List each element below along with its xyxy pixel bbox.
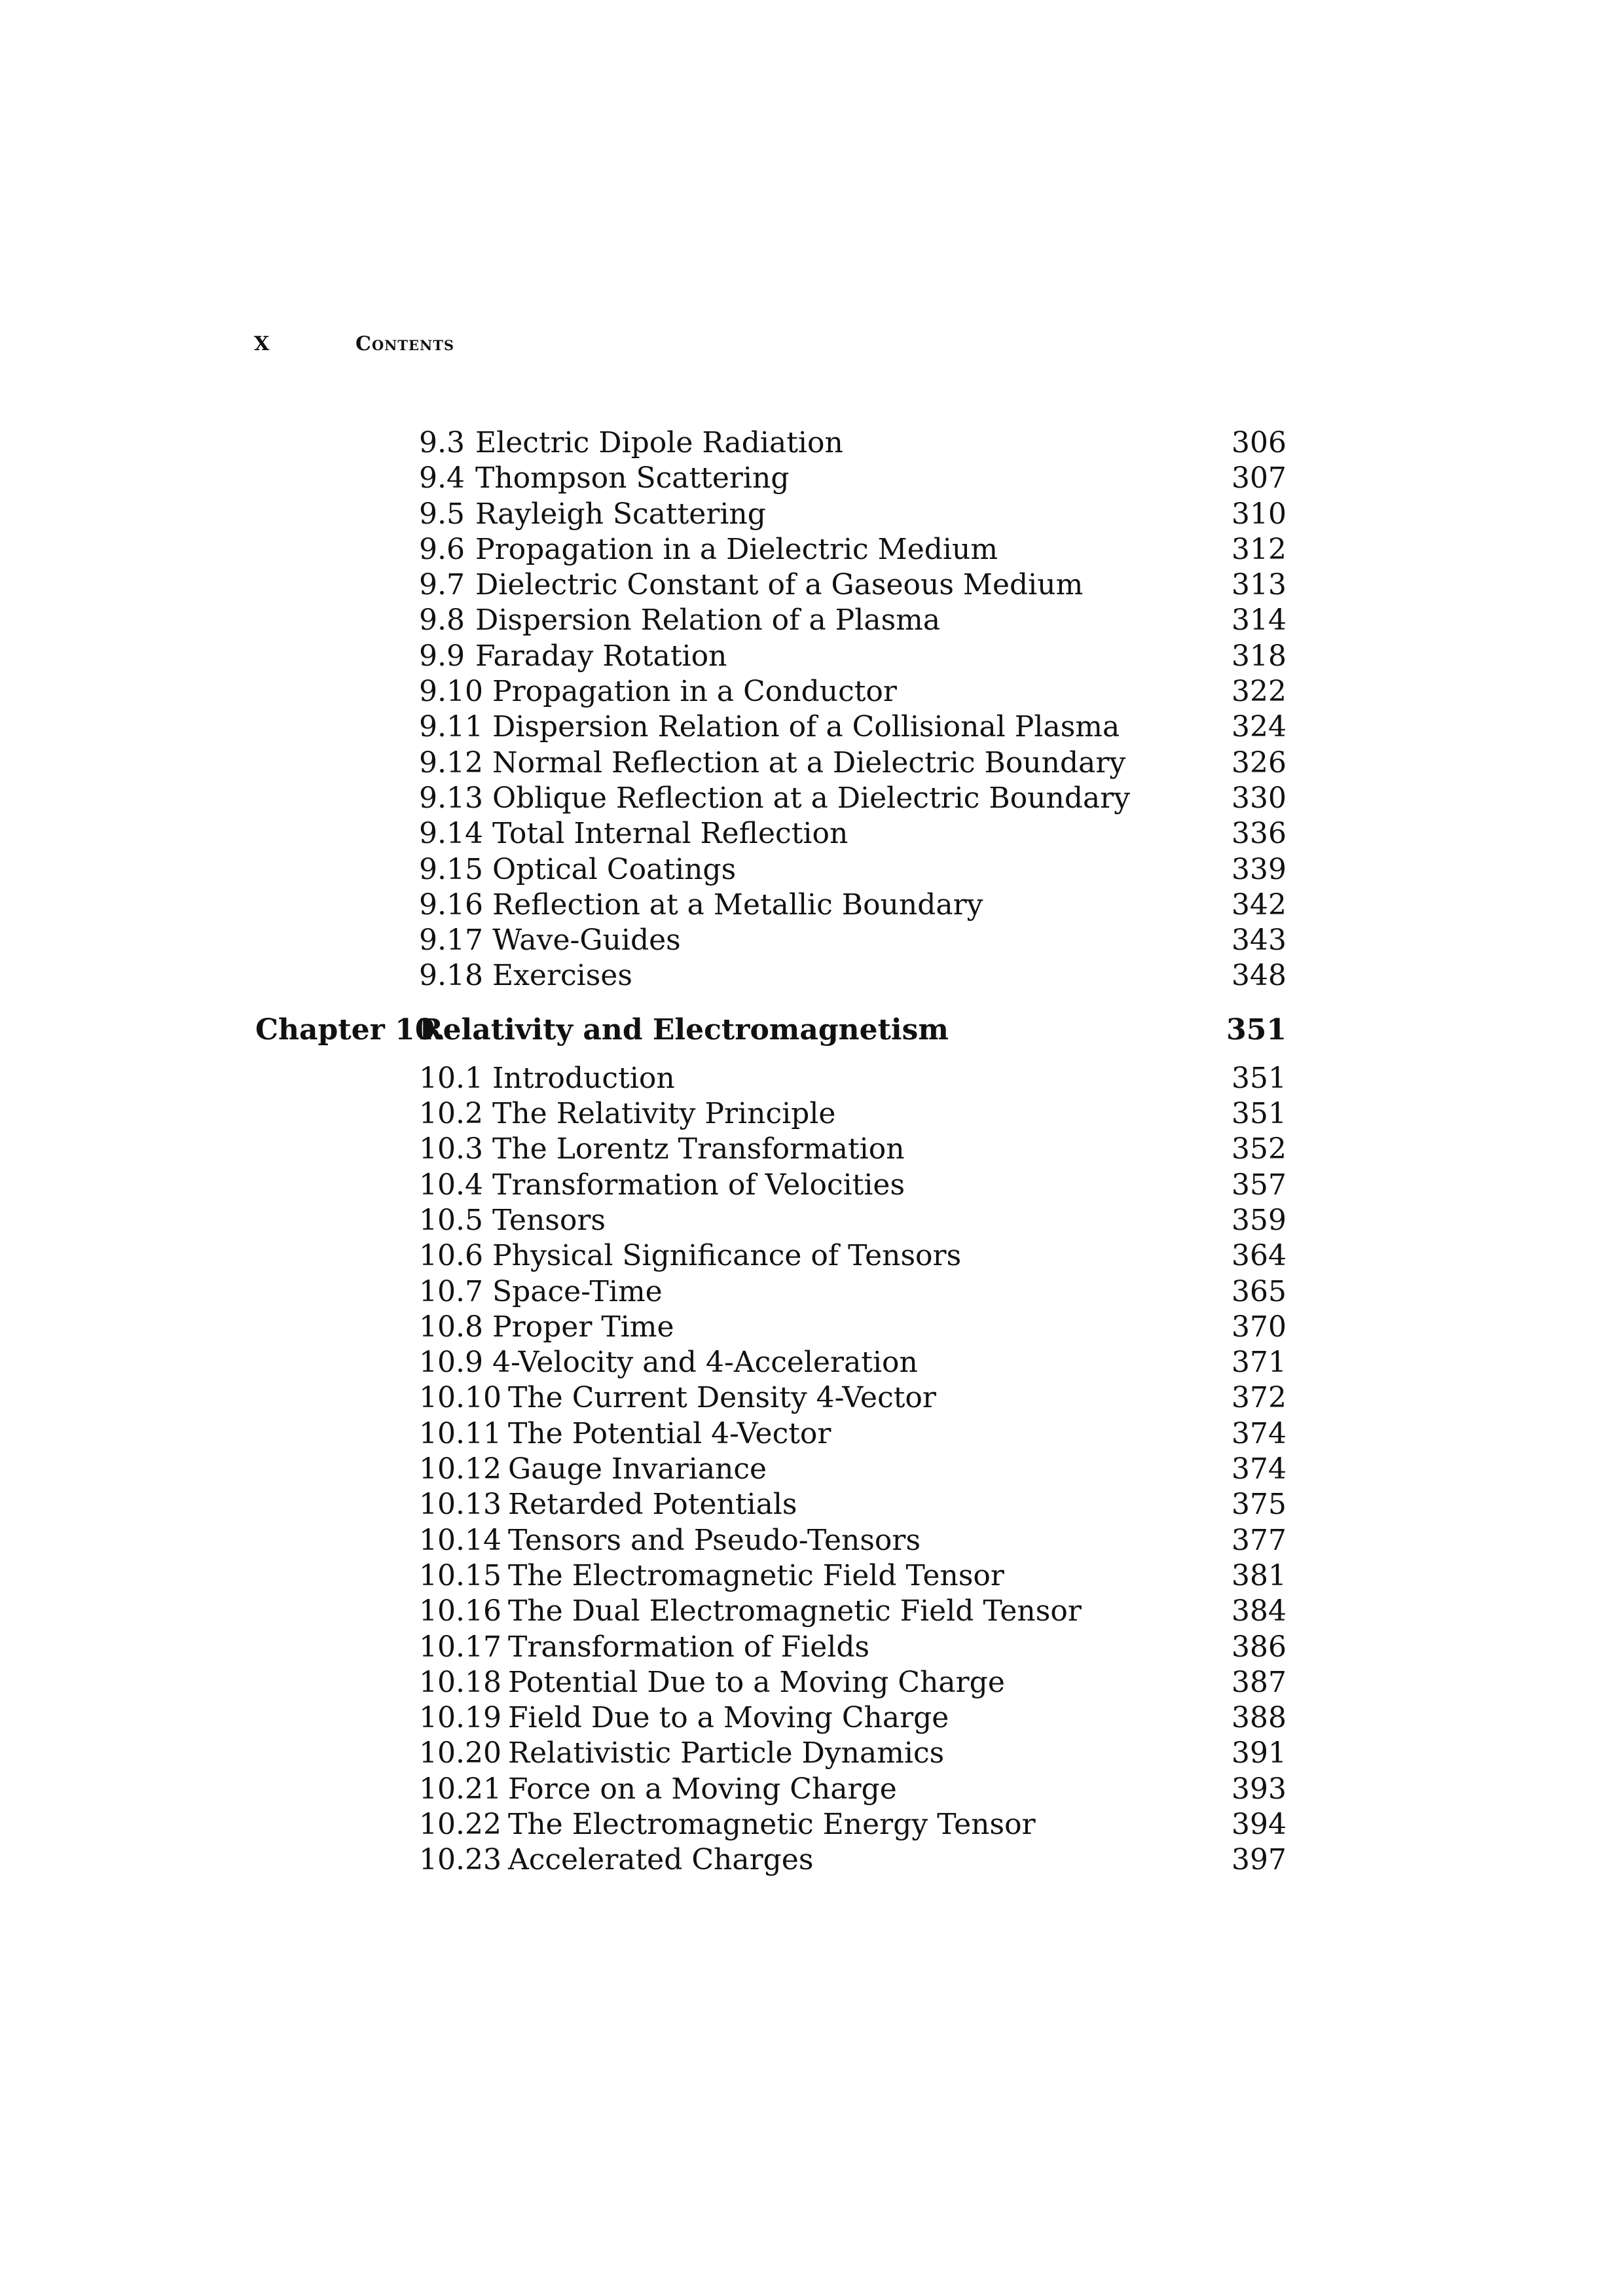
toc-entry[interactable] [0,745,1623,781]
toc-entry[interactable] [0,674,1623,709]
section-number: 9.10 [419,675,483,709]
page-number: 372 [1231,1381,1286,1415]
toc-entry[interactable] [0,1487,1623,1522]
section-title: Oblique Reflection at a Dielectric Boundary [492,781,1131,815]
section-title: Transformation of Fields [508,1630,870,1664]
toc-entry[interactable] [0,1558,1623,1594]
chapter-heading[interactable] [0,1013,1623,1048]
page-number: 397 [1231,1843,1286,1877]
page-number: 357 [1231,1168,1286,1202]
toc-entry[interactable] [0,1842,1623,1878]
section-number: 9.5 [419,497,465,531]
section-number: 9.9 [419,639,465,673]
section-title: Dielectric Constant of a Gaseous Medium [475,568,1084,602]
page-folio: X [254,332,271,355]
page-number: 313 [1231,568,1286,602]
toc-entry[interactable] [0,1807,1623,1842]
section-number: 10.9 [419,1346,483,1380]
section-title: Retarded Potentials [508,1488,797,1522]
section-number: 10.15 [419,1558,501,1592]
section-number: 10.6 [419,1239,483,1273]
section-number: 10.18 [419,1665,501,1699]
section-title: Thompson Scattering [475,461,790,495]
section-number: 9.7 [419,568,465,602]
toc-entry[interactable] [0,816,1623,852]
toc-entry[interactable] [0,781,1623,816]
section-number: 9.15 [419,852,483,886]
page-number: 351 [1231,1061,1286,1095]
toc-entry[interactable] [0,709,1623,745]
toc-entry[interactable] [0,639,1623,674]
section-title: Rayleigh Scattering [475,497,766,531]
page-number: 339 [1231,852,1286,886]
section-number: 10.13 [419,1488,501,1522]
page-number: 330 [1231,781,1286,815]
page-number: 348 [1231,959,1286,993]
toc-entry[interactable] [0,923,1623,958]
page-number: 377 [1231,1523,1286,1557]
section-number: 9.12 [419,745,483,780]
toc-entry[interactable] [0,1736,1623,1771]
section-title: Wave-Guides [492,924,681,958]
section-number: 9.8 [419,603,465,637]
section-title: 4-Velocity and 4-Acceleration [492,1346,918,1380]
section-title: Field Due to a Moving Charge [508,1701,949,1735]
toc-entry[interactable] [0,958,1623,994]
section-title: Relativistic Particle Dynamics [508,1736,945,1770]
page-number: 342 [1231,888,1286,922]
toc-entry[interactable] [0,1274,1623,1310]
section-title: Physical Significance of Tensors [492,1239,962,1273]
section-number: 9.16 [419,888,483,922]
page-number: 370 [1231,1310,1286,1344]
chapter-page-number: 351 [1226,1013,1286,1047]
toc-entry[interactable] [0,1061,1623,1096]
toc-entry[interactable] [0,1132,1623,1167]
chapter-label: Chapter 10. [255,1013,445,1047]
section-number: 10.22 [419,1807,501,1841]
page-number: 375 [1231,1488,1286,1522]
page-number: 343 [1231,924,1286,958]
section-title: Introduction [492,1061,675,1095]
section-title: The Current Density 4-Vector [508,1381,936,1415]
page-number: 322 [1231,675,1286,709]
toc-entry[interactable] [0,1700,1623,1736]
page-number: 391 [1231,1736,1286,1770]
toc-entry[interactable] [0,1380,1623,1416]
chapter-title: Relativity and Electromagnetism [419,1013,949,1047]
toc-entry[interactable] [0,888,1623,923]
section-number: 10.12 [419,1452,501,1486]
toc-entry[interactable] [0,567,1623,603]
toc-entry[interactable] [0,1772,1623,1807]
page-number: 310 [1231,497,1286,531]
toc-entry[interactable] [0,1630,1623,1665]
section-title: Tensors and Pseudo-Tensors [508,1523,921,1557]
section-number: 10.19 [419,1701,501,1735]
page-number: 388 [1231,1701,1286,1735]
section-number: 9.14 [419,817,483,851]
section-title: The Electromagnetic Field Tensor [508,1558,1004,1592]
toc-entry[interactable] [0,461,1623,496]
section-number: 10.11 [419,1416,501,1450]
section-number: 9.18 [419,959,483,993]
section-number: 9.4 [419,461,465,495]
page-number: 318 [1231,639,1286,673]
section-number: 9.11 [419,710,483,744]
table-of-contents [0,425,1623,1878]
section-number: 10.1 [419,1061,483,1095]
section-title: Potential Due to a Moving Charge [508,1665,1005,1699]
section-title: Exercises [492,959,632,993]
section-number: 10.4 [419,1168,483,1202]
toc-entry[interactable] [0,532,1623,567]
section-title: Optical Coatings [492,852,737,886]
running-title: Contents [356,332,454,355]
section-title: The Relativity Principle [492,1097,836,1131]
section-number: 10.21 [419,1772,501,1806]
toc-entry[interactable] [0,1168,1623,1203]
section-title: Electric Dipole Radiation [475,426,843,459]
page-number: 394 [1231,1807,1286,1841]
page-number: 351 [1231,1097,1286,1131]
page-number: 381 [1231,1558,1286,1592]
toc-entry[interactable] [0,1310,1623,1345]
toc-entry[interactable] [0,497,1623,532]
section-number: 10.17 [419,1630,501,1664]
page-number: 384 [1231,1594,1286,1628]
section-number: 10.5 [419,1203,483,1237]
toc-entry[interactable] [0,425,1623,461]
toc-entry[interactable] [0,1238,1623,1274]
page-number: 314 [1231,603,1286,637]
page-number: 359 [1231,1203,1286,1237]
page-number: 324 [1231,710,1286,744]
toc-entry[interactable] [0,1096,1623,1132]
page-number: 352 [1231,1132,1286,1166]
toc-entry[interactable] [0,1523,1623,1558]
page-number: 393 [1231,1772,1286,1806]
section-title: Reflection at a Metallic Boundary [492,888,983,922]
section-title: Transformation of Velocities [492,1168,905,1202]
section-title: Force on a Moving Charge [508,1772,897,1806]
toc-entry[interactable] [0,1665,1623,1700]
page-number: 387 [1231,1665,1286,1699]
section-title: Total Internal Reflection [492,817,848,851]
section-title: The Electromagnetic Energy Tensor [508,1807,1036,1841]
toc-entry[interactable] [0,1452,1623,1487]
toc-entry[interactable] [0,1416,1623,1452]
section-number: 10.3 [419,1132,483,1166]
section-title: Dispersion Relation of a Plasma [475,603,941,637]
section-number: 10.23 [419,1843,501,1877]
section-number: 9.6 [419,532,465,566]
toc-entry[interactable] [0,1594,1623,1629]
section-number: 10.10 [419,1381,501,1415]
page-number: 336 [1231,817,1286,851]
page-number: 306 [1231,426,1286,459]
section-title: The Lorentz Transformation [492,1132,905,1166]
page-number: 326 [1231,745,1286,780]
page-number: 307 [1231,461,1286,495]
section-title: Space-Time [492,1274,663,1308]
section-number: 10.16 [419,1594,501,1628]
page-number: 374 [1231,1452,1286,1486]
section-title: Propagation in a Conductor [492,675,897,709]
running-header [254,332,1367,365]
section-number: 10.14 [419,1523,501,1557]
page-number: 386 [1231,1630,1286,1664]
section-number: 10.8 [419,1310,483,1344]
section-title: Faraday Rotation [475,639,727,673]
section-number: 9.17 [419,924,483,958]
section-title: Normal Reflection at a Dielectric Boundary [492,745,1126,780]
section-title: Gauge Invariance [508,1452,767,1486]
section-title: Tensors [492,1203,606,1237]
section-title: Proper Time [492,1310,674,1344]
page-number: 312 [1231,532,1286,566]
page-number: 364 [1231,1239,1286,1273]
section-number: 10.20 [419,1736,501,1770]
section-title: The Dual Electromagnetic Field Tensor [508,1594,1082,1628]
page-number: 374 [1231,1416,1286,1450]
toc-entry[interactable] [0,1203,1623,1238]
toc-entry[interactable] [0,852,1623,888]
section-title: Dispersion Relation of a Collisional Plasma [492,710,1120,744]
toc-entry[interactable] [0,1345,1623,1380]
toc-entry[interactable] [0,603,1623,638]
section-number: 9.13 [419,781,483,815]
section-number: 10.2 [419,1097,483,1131]
section-title: Propagation in a Dielectric Medium [475,532,998,566]
section-title: Accelerated Charges [508,1843,814,1877]
section-number: 10.7 [419,1274,483,1308]
section-number: 9.3 [419,426,465,459]
page-number: 371 [1231,1346,1286,1380]
section-title: The Potential 4-Vector [508,1416,831,1450]
page-number: 365 [1231,1274,1286,1308]
